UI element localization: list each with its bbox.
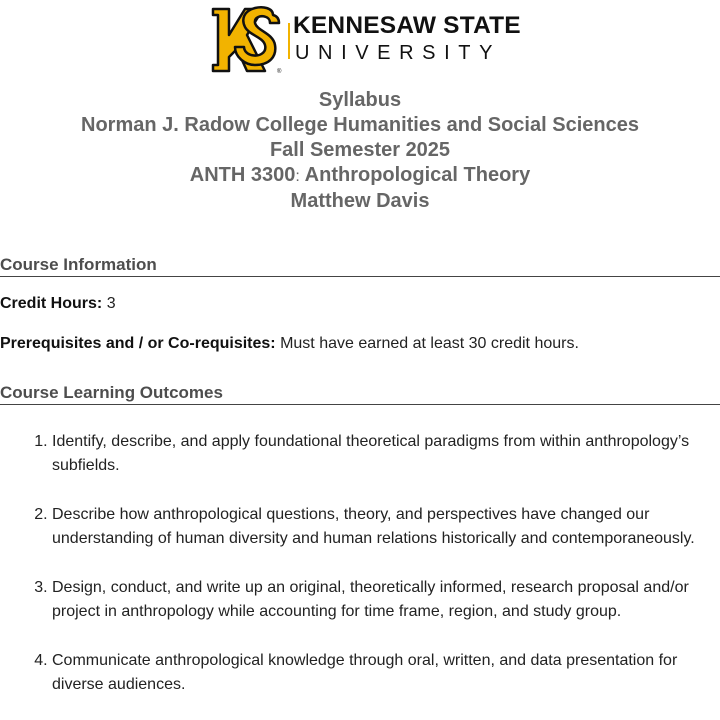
credit-hours-label: Credit Hours: xyxy=(0,295,103,312)
prerequisites-label: Prerequisites and / or Co-requisites: xyxy=(0,335,276,352)
college-name: Norman J. Radow College Humanities and Social Sciences xyxy=(81,114,639,136)
learning-outcomes-list xyxy=(0,430,720,720)
course-information-heading: Course Information xyxy=(0,254,720,277)
learning-outcomes-heading: Course Learning Outcomes xyxy=(0,382,720,405)
list-item: 3. Design, conduct, and write up an original, theoretically informed, research proposal and/or project in anthropology while accounting for time frame, region, and study group. xyxy=(52,576,720,624)
course-line xyxy=(0,163,720,189)
prerequisites-field xyxy=(0,333,579,355)
course-separator: : xyxy=(295,168,300,185)
ksu-logo xyxy=(211,5,521,75)
credit-hours-value: 3 xyxy=(106,295,116,312)
term: Fall Semester 2025 xyxy=(269,139,451,161)
list-item: 2. Describe how anthropological questions, theory, and perspectives have changed our understanding of human diversity and human relations historically and contemporaneously. xyxy=(52,503,720,551)
svg-text:®: ® xyxy=(277,69,282,75)
course-code: ANTH 3300 xyxy=(189,164,296,186)
logo-name-line2: UNIVERSITY xyxy=(295,42,502,64)
list-item: 4. Communicate anthropological knowledge through oral, written, and data presentation for diverse audiences. xyxy=(52,649,720,697)
syllabus-title-block xyxy=(0,88,720,214)
credit-hours-field xyxy=(0,293,116,315)
prerequisites-value: Must have earned at least 30 credit hours. xyxy=(280,335,579,352)
list-item: 1. Identify, describe, and apply foundational theoretical paradigms from within anthropology’s subfields. xyxy=(52,430,720,478)
instructor-name: Matthew Davis xyxy=(290,190,430,212)
logo-divider xyxy=(288,23,290,59)
logo-name-line1: KENNESAW STATE xyxy=(293,12,521,39)
ksu-monogram-icon xyxy=(211,5,283,75)
doc-type: Syllabus xyxy=(318,89,402,111)
course-title: Anthropological Theory xyxy=(304,164,531,186)
